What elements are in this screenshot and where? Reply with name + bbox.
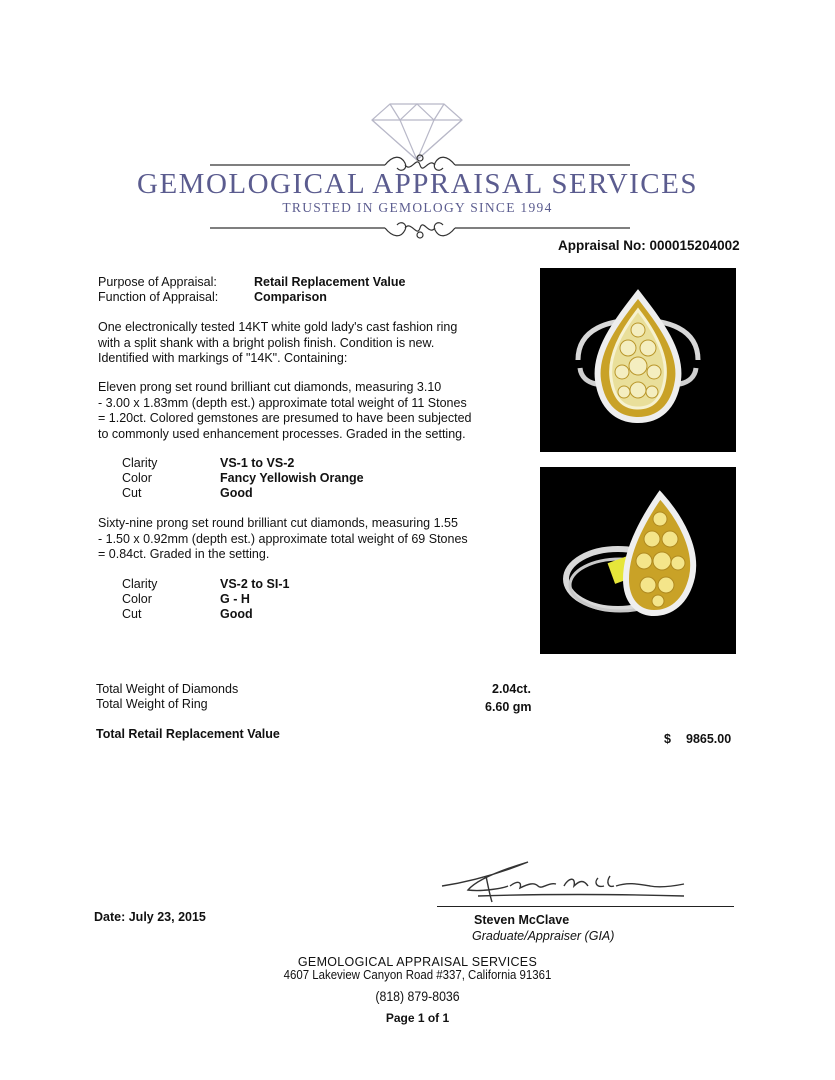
grade-value: Good: [220, 486, 253, 500]
total-ring-value: 6.60 gm: [485, 700, 532, 714]
total-ring-label: Total Weight of Ring: [96, 697, 208, 711]
text-line: Identified with markings of "14K". Containing:: [98, 351, 348, 365]
ring-photo-side: [540, 467, 736, 654]
page-number: Page 1 of 1: [385, 1011, 450, 1025]
text-line: Sixty-nine prong set round brilliant cut diamonds, measuring 1.55: [98, 516, 458, 530]
text-line: Eleven prong set round brilliant cut diamonds, measuring 3.10: [98, 380, 442, 394]
grade-value: Good: [220, 607, 253, 621]
grade-label: Clarity: [122, 577, 158, 591]
item-description: [98, 320, 508, 367]
grade-value: G - H: [220, 592, 250, 606]
total-diamonds-label: Total Weight of Diamonds: [96, 682, 239, 696]
purpose-value: Retail Replacement Value: [254, 275, 406, 289]
stones2-description: [98, 516, 508, 563]
ring-photo-top: [540, 268, 736, 452]
function-label: Function of Appraisal:: [98, 290, 219, 304]
ring-top-view-icon: [540, 268, 736, 452]
text-line: - 1.50 x 0.92mm (depth est.) approximate total weight of 69 Stones: [98, 531, 468, 546]
text-line: - 3.00 x 1.83mm (depth est.) approximate total weight of 11 Stones: [98, 395, 467, 410]
footer-phone: (818) 879-8036: [375, 988, 460, 1004]
grade-label: Cut: [122, 486, 142, 500]
appraiser-title: Graduate/Appraiser (GIA): [472, 929, 615, 943]
brand-title: GEMOLOGICAL APPRAISAL SERVICES: [137, 168, 698, 200]
total-diamonds-value: 2.04ct.: [492, 682, 531, 696]
grade-label: Clarity: [122, 456, 158, 470]
text-line: One electronically tested 14KT white gold lady's cast fashion ring: [98, 320, 458, 334]
retail-value: 9865.00: [686, 732, 732, 746]
brand-tagline: TRUSTED IN GEMOLOGY SINCE 1994: [282, 200, 553, 215]
grade-label: Cut: [122, 607, 142, 621]
retail-currency: $: [664, 732, 671, 746]
footer-address: 4607 Lakeview Canyon Road #337, California 91361: [283, 967, 552, 982]
text-line: with a split shank with a bright polish finish. Condition is new.: [98, 335, 435, 350]
grade-label: Color: [122, 592, 152, 606]
appraisal-number: Appraisal No: 000015204002: [558, 238, 740, 253]
footer-company: GEMOLOGICAL APPRAISAL SERVICES: [297, 955, 538, 969]
ring-side-view-icon: [540, 467, 736, 654]
text-line: = 0.84ct. Graded in the setting.: [98, 547, 270, 561]
grade-value: VS-1 to VS-2: [220, 456, 295, 470]
function-value: Comparison: [254, 290, 327, 304]
purpose-label: Purpose of Appraisal:: [98, 275, 217, 289]
grade-label: Color: [122, 471, 152, 485]
text-line: to commonly used enhancement processes. Graded in the setting.: [98, 426, 466, 441]
grade-value: VS-2 to SI-1: [220, 577, 290, 591]
signature-line: [437, 906, 734, 907]
text-line: = 1.20ct. Colored gemstones are presumed to have been subjected: [98, 411, 472, 425]
appraiser-name: Steven McClave: [474, 913, 570, 927]
retail-value-label: Total Retail Replacement Value: [96, 727, 280, 741]
appraisal-date: Date: July 23, 2015: [94, 910, 206, 924]
stones1-description: [98, 380, 508, 442]
grade-value: Fancy Yellowish Orange: [220, 471, 364, 485]
signature-icon: [438, 852, 688, 906]
